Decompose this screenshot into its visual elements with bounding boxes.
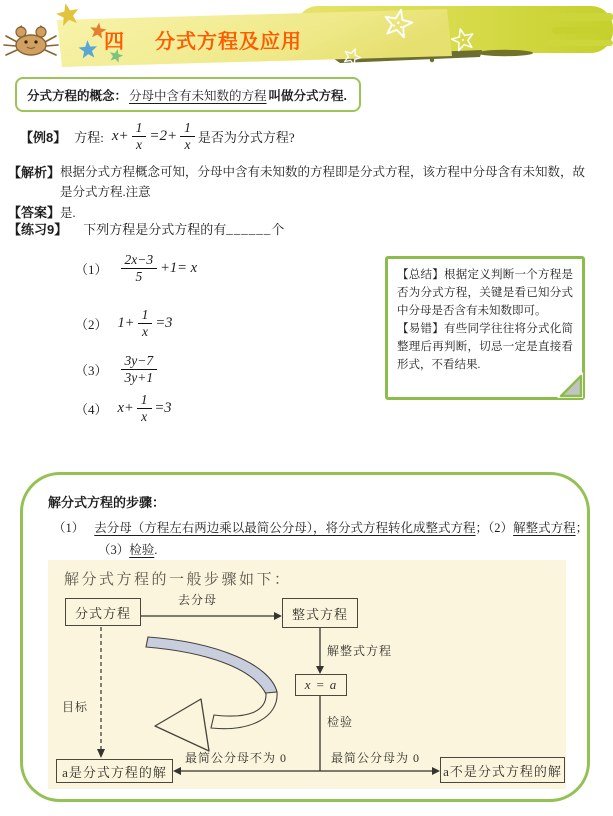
practice-text: 下列方程是分式方程的有 xyxy=(83,222,227,237)
concept-label: 分式方程的概念： xyxy=(27,88,128,103)
fraction-denominator: 3y+1 xyxy=(124,369,154,385)
fraction-numerator: 1 xyxy=(138,307,153,324)
equation-number: （1） xyxy=(75,261,108,277)
node-integral-equation: 整式方程 xyxy=(282,598,358,628)
summary-text: 根据定义判断一个方程是否为分式方程，关键是看已知分式中分母是否含有未知数即可。 xyxy=(397,269,573,317)
equation-number: （4） xyxy=(75,401,108,417)
example-prefix: 方程: xyxy=(74,129,104,145)
mistake-text: 有些同学往往将分式化简整理后再判断，切忌一定是直接看形式，不看结果. xyxy=(397,323,573,371)
solving-steps-box xyxy=(20,472,590,802)
fraction-numerator: 1 xyxy=(180,120,195,137)
step-number: （1） xyxy=(53,521,85,535)
practice-unit: 个 xyxy=(271,222,285,237)
fraction-numerator: 2x−3 xyxy=(121,252,158,269)
example-8-row xyxy=(20,116,295,156)
answer-tag: 【答案】 xyxy=(8,205,61,220)
fraction-denominator: x xyxy=(184,136,191,152)
fraction xyxy=(180,120,195,152)
period: . xyxy=(154,543,158,557)
mistake-tag: 【易错】 xyxy=(397,323,444,335)
fraction-numerator: 3y−7 xyxy=(121,353,158,370)
step-1-text: 去分母（方程左右两边乘以最简公分母），将分式方程转化成整式方程 xyxy=(94,521,476,535)
label-goal: 目标 xyxy=(62,700,89,714)
page-fold-icon xyxy=(555,370,585,400)
summary-note-box xyxy=(385,256,585,400)
equation-tail: =3 xyxy=(154,399,172,416)
practice-tag: 【练习9】 xyxy=(8,222,68,237)
analysis-line-2: 是分式方程.注意 xyxy=(60,185,151,199)
label-lcd-nonzero: 最简公分母不为 0 xyxy=(185,751,288,765)
step-number: （3） xyxy=(98,543,130,557)
label-lcd-zero: 最简公分母为 0 xyxy=(331,751,421,765)
flowchart-title: 解分式方程的一般步骤如下： xyxy=(64,572,292,588)
chapter-title xyxy=(104,25,302,54)
equation-3 xyxy=(75,350,160,388)
node-not-solution: a不是分式方程的解 xyxy=(440,757,565,783)
analysis-line-1: 根据分式方程概念可知，分母中含有未知数的方程即是分式方程，该方程中分母含有未知数，故 xyxy=(60,165,586,179)
concept-underlined-text: 分母中含有未知数的方程 xyxy=(129,88,267,103)
separator: ； xyxy=(475,521,489,535)
fraction-numerator: 1 xyxy=(137,392,152,409)
chapter-title-text: 分式方程及应用 xyxy=(155,31,302,53)
equation-number: （3） xyxy=(75,362,108,378)
fraction xyxy=(132,120,147,152)
equation-1 xyxy=(75,249,197,287)
fraction xyxy=(138,307,153,339)
fraction-numerator: 1 xyxy=(132,120,147,137)
equation-lead: x+ xyxy=(117,399,134,416)
step-2-text: 解整式方程 xyxy=(513,521,576,535)
fraction-denominator: x xyxy=(136,136,143,152)
label-check: 检验 xyxy=(327,715,354,729)
fraction xyxy=(121,252,158,284)
chapter-number: 四 xyxy=(104,31,125,53)
equation-tail: =3 xyxy=(155,314,173,331)
answer-text: 是. xyxy=(60,205,76,220)
equation-2 xyxy=(75,304,172,342)
formula-mid: =2+ xyxy=(149,127,178,144)
steps-title: 解分式方程的步骤： xyxy=(48,495,166,510)
example-formula xyxy=(112,120,198,152)
formula-lead: x+ xyxy=(111,127,129,144)
equation-lead: 1+ xyxy=(117,314,135,331)
mistake-paragraph xyxy=(397,320,573,374)
fraction-denominator: 5 xyxy=(135,268,143,284)
step-number: （2） xyxy=(488,521,514,535)
example-tag: 【例8】 xyxy=(20,129,67,145)
node-fractional-equation: 分式方程 xyxy=(65,598,141,626)
analysis-tag: 【解析】 xyxy=(8,165,61,180)
header-banner-art xyxy=(0,0,613,74)
crab-icon xyxy=(4,26,58,55)
label-remove-denominator: 去分母 xyxy=(178,593,218,607)
concept-box xyxy=(15,77,361,112)
equation-tail: +1= x xyxy=(160,259,198,276)
practice-blank: ______ xyxy=(226,220,272,236)
separator: ； xyxy=(575,521,589,535)
node-x-equals-a: x = a xyxy=(295,674,347,696)
analysis-text xyxy=(60,162,585,202)
equation-number: （2） xyxy=(75,316,108,332)
label-solve-integral: 解整式方程 xyxy=(327,644,393,658)
summary-tag: 【总结】 xyxy=(397,269,444,281)
example-suffix: 是否为分式方程? xyxy=(197,129,295,145)
concept-tail-text: 叫做分式方程. xyxy=(268,88,348,103)
equation-4 xyxy=(75,389,172,427)
analysis-row xyxy=(8,162,585,202)
fraction-denominator: x xyxy=(141,408,148,424)
node-is-solution: a是分式方程的解 xyxy=(56,759,173,783)
practice-9-row xyxy=(8,219,284,238)
fraction xyxy=(121,353,158,385)
summary-paragraph xyxy=(397,266,573,320)
fraction-denominator: x xyxy=(141,323,148,339)
fraction xyxy=(137,392,152,424)
step-3-text: 检验 xyxy=(129,543,155,557)
flowchart-panel xyxy=(48,560,566,789)
steps-paragraph xyxy=(53,517,613,561)
